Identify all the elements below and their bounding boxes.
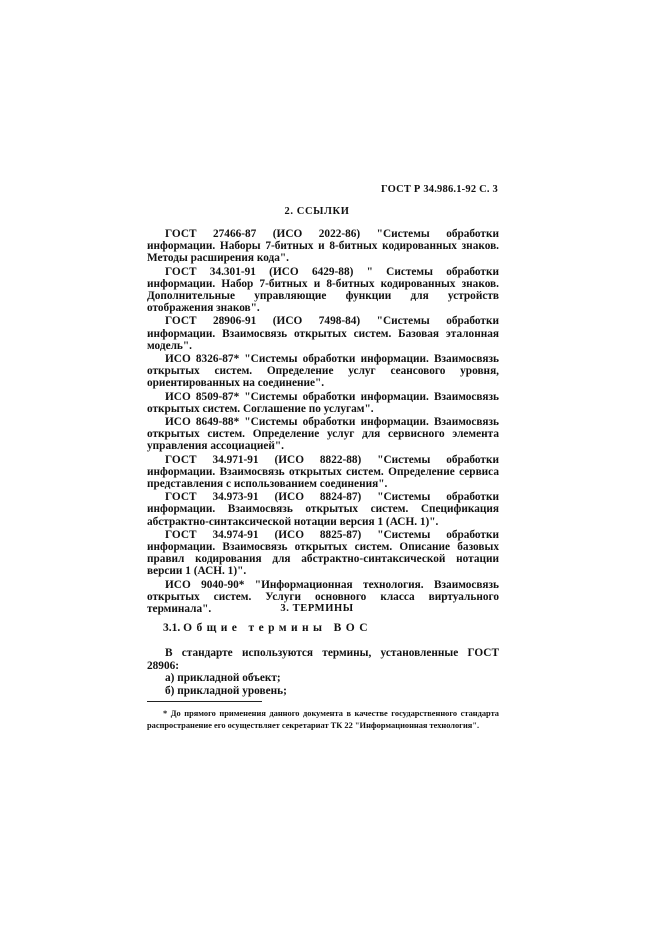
reference-item: ГОСТ 34.974-91 (ИСО 8825-87) "Системы обработки информации. Взаимосвязь открытых систем. Описание базовых правил кодирования для абстрактно-синтаксической нотации версии 1 (АСН. 1)". xyxy=(147,528,499,578)
terms-intro: В стандарте используются термины, установленные ГОСТ 28906: xyxy=(147,647,499,672)
reference-item: ГОСТ 34.973-91 (ИСО 8824-87) "Системы обработки информации. Взаимосвязь открытых систем. Спецификация абстрактно-синтаксической нотации версия 1 (АСН. 1)". xyxy=(147,491,499,528)
page-header: ГОСТ Р 34.986.1-92 С. 3 xyxy=(380,184,498,195)
terms-body xyxy=(147,647,499,697)
reference-item: ГОСТ 28906-91 (ИСО 7498-84) "Системы обработки информации. Взаимосвязь открытых систем. Базовая эталонная модель". xyxy=(147,315,499,352)
reference-item: ИСО 8649-88* "Системы обработки информации. Взаимосвязь открытых систем. Определение услуг для сервисного элемента управления ассоциацией". xyxy=(147,416,499,453)
subsection-title: Общие термины ВОС xyxy=(183,622,372,634)
term-item: а) прикладной объект; xyxy=(165,672,281,685)
reference-item: ГОСТ 27466-87 (ИСО 2022-86) "Системы обработки информации. Наборы 7-битных и 8-битных кодированных знаков. Методы расширения кода". xyxy=(147,228,499,265)
subsection-number: 3.1. xyxy=(163,622,181,634)
reference-item: ГОСТ 34.301-91 (ИСО 6429-88) " Системы обработки информации. Набор 7-битных и 8-битных кодированных знаков. Дополнительные управляющие функции для устройств отображения знаков". xyxy=(147,265,499,315)
reference-item: ИСО 8326-87* "Системы обработки информации. Взаимосвязь открытых систем. Определение услуг сеансового уровня, ориентированных на соединение". xyxy=(147,353,499,390)
reference-item: ИСО 9040-90* "Информационная технология. Взаимосвязь открытых систем. Услуги основного класса виртуального терминала". xyxy=(147,578,499,616)
reference-item: ГОСТ 34.971-91 (ИСО 8822-88) "Системы обработки информации. Взаимосвязь открытых систем. Определение сервиса представления с использованием соединения". xyxy=(147,453,499,491)
reference-item: ИСО 8509-87* "Системы обработки информации. Взаимосвязь открытых систем. Соглашение по услугам". xyxy=(147,390,499,415)
subsection-heading xyxy=(163,622,372,634)
footnote-divider xyxy=(147,701,262,702)
references-title: 2. ССЫЛКИ xyxy=(284,206,350,217)
footnote: * До прямого применения данного документа в качестве государственного стандарта распространение его осуществляет секретариат ТК 22 "Информационная технология". xyxy=(147,709,499,731)
term-item: б) прикладной уровень; xyxy=(165,684,287,697)
terms-title: 3. ТЕРМИНЫ xyxy=(280,603,354,614)
references-list xyxy=(147,228,499,616)
